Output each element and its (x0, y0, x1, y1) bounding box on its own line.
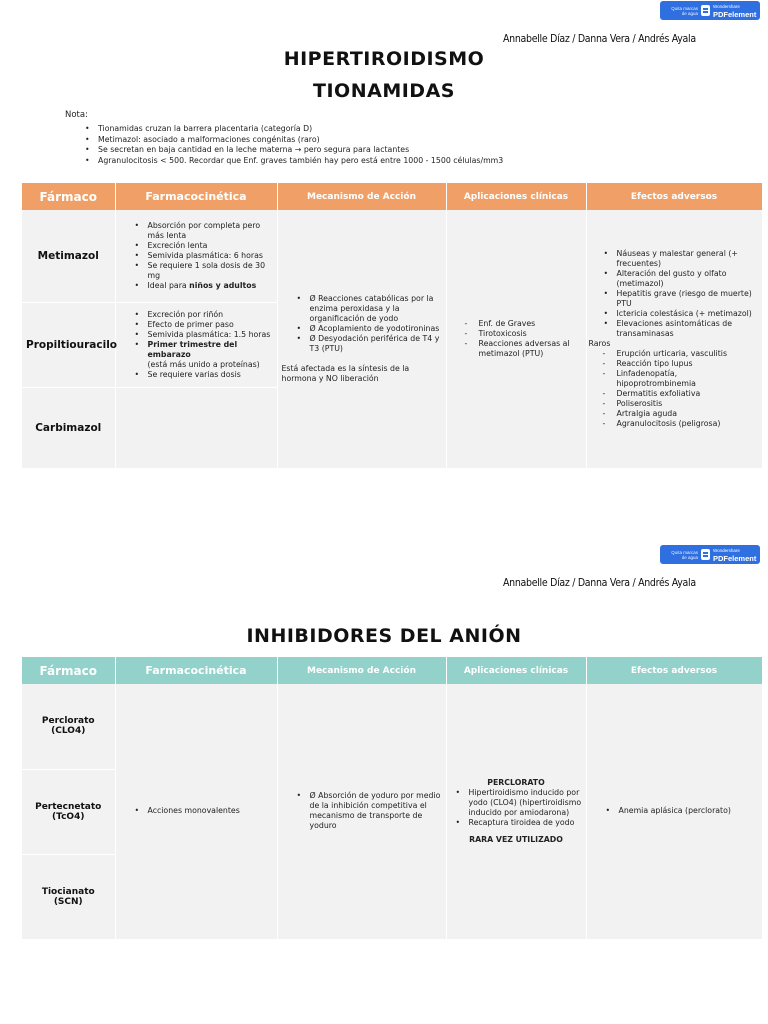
pk-item: • Efecto de primer paso (148, 320, 273, 330)
watermark-remove-text: Quita marcas de agua (671, 549, 698, 560)
pk-item: • Acciones monovalentes (148, 806, 273, 816)
authors-page2: Annabelle Díaz / Danna Vera / Andrés Ayala (503, 577, 696, 589)
note-item: • Se secretan en baja cantidad en la leche materna → pero segura para lactantes (98, 145, 503, 156)
adverse-item: • Náuseas y malestar general (+ frecuentes) (617, 249, 758, 269)
adverse-cell (586, 210, 762, 468)
mechanism-item: • Ø Acoplamiento de yodotironinas (310, 324, 442, 334)
pk-item: • Primer trimestre del embarazo (está más unido a proteínas) (148, 340, 273, 370)
pk-item: • Se requiere varias dosis (148, 370, 273, 380)
watermark-brand: PDFelement (713, 553, 757, 563)
clinical-item: • Recaptura tiroidea de yodo (469, 818, 582, 828)
authors: Annabelle Díaz / Danna Vera / Andrés Ayala (503, 33, 696, 45)
drug-propiltiouracilo: Propiltiouracilo (22, 302, 115, 387)
pdfelement-watermark-badge-2[interactable] (660, 545, 760, 564)
watermark-remove-text: Quita marcas de agua (671, 5, 698, 16)
watermark-brand: PDFelement (713, 9, 757, 19)
pk-item: • Excreción lenta (148, 241, 273, 251)
page-title: HIPERTIROIDISMO (283, 48, 485, 70)
mechanism-cell (277, 684, 446, 939)
adverse-cell (586, 684, 762, 939)
page-subtitle: TIONAMIDAS (313, 80, 455, 102)
mechanism-item: • Ø Reacciones catabólicas por la enzima peroxidasa y la organificación de yodo (310, 294, 442, 324)
watermark-vendor: Wondershare (713, 3, 740, 9)
drug-perclorato: Perclorato (CLO4) (22, 684, 115, 769)
mechanism-cell (277, 210, 446, 468)
mechanism-item: • Ø Desyodación periférica de T4 y T3 (PTU) (310, 334, 442, 354)
header-aplicaciones: Aplicaciones clínicas (446, 183, 586, 210)
note-label: Nota: (65, 110, 88, 120)
watermark-vendor: Wondershare (713, 547, 740, 553)
rare-item: - Linfadenopatía, hipoprotrombinemia (617, 369, 758, 389)
pk-item: • Semivida plasmática: 6 horas (148, 251, 273, 261)
clinical-item: - Enf. de Graves (479, 319, 582, 329)
pk-carbimazol (115, 387, 277, 468)
drug-metimazol: Metimazol (22, 210, 115, 302)
clinical-item: • Hipertiroidismo inducido por yodo (CLO4) (hipertiroidismo inducido por amiodarona) (469, 788, 582, 818)
pk-cell (115, 684, 277, 939)
pk-item: • Se requiere 1 sola dosis de 30 mg (148, 261, 273, 281)
clinical-note: RARA VEZ UTILIZADO (469, 834, 563, 844)
pk-item: • Semivida plasmática: 1.5 horas (148, 330, 273, 340)
header-efectos: Efectos adversos (586, 657, 762, 684)
drug-carbimazol: Carbimazol (22, 387, 115, 468)
header-efectos: Efectos adversos (586, 183, 762, 210)
pdfelement-logo-icon (701, 5, 710, 16)
pk-ptu (115, 302, 277, 387)
clinical-item: - Reacciones adversas al metimazol (PTU) (479, 339, 582, 359)
note-list (98, 124, 503, 166)
pk-item: • Ideal para niños y adultos (148, 281, 273, 291)
header-mecanismo: Mecanismo de Acción (277, 657, 446, 684)
adverse-item: • Anemia aplásica (perclorato) (619, 806, 758, 816)
rare-item: - Reacción tipo lupus (617, 359, 758, 369)
header-farmacocinetica: Farmacocinética (115, 657, 277, 684)
pk-metimazol (115, 210, 277, 302)
drug-tiocianato: Tiocianato (SCN) (22, 854, 115, 939)
header-mecanismo: Mecanismo de Acción (277, 183, 446, 210)
rare-item: - Erupción urticaria, vasculitis (617, 349, 758, 359)
clinical-cell (446, 210, 586, 468)
clinical-cell (446, 684, 586, 939)
tionamidas-table (22, 183, 763, 469)
adverse-item: • Elevaciones asintomáticas de transaminasas (617, 319, 758, 339)
drug-pertecnetato: Pertecnetato (TcO4) (22, 769, 115, 854)
header-farmacocinetica: Farmacocinética (115, 183, 277, 210)
adverse-item: • Ictericia colestásica (+ metimazol) (617, 309, 758, 319)
rare-item: - Agranulocitosis (peligrosa) (617, 419, 758, 429)
pk-item: • Absorción por completa pero más lenta (148, 221, 273, 241)
rare-item: - Artralgia aguda (617, 409, 758, 419)
page2-title: INHIBIDORES DEL ANIÓN (246, 625, 522, 647)
mechanism-item: • Ø Absorción de yoduro por medio de la inhibición competitiva el mecanismo de transporte de yoduro (310, 791, 442, 831)
note-item: • Agranulocitosis < 500. Recordar que Enf. graves también hay pero está entre 1000 - 1500 células/mm3 (98, 156, 503, 167)
clinical-title: PERCLORATO (487, 777, 545, 787)
header-aplicaciones: Aplicaciones clínicas (446, 657, 586, 684)
adverse-item: • Hepatitis grave (riesgo de muerte) PTU (617, 289, 758, 309)
inhibidores-table (22, 657, 763, 940)
rare-item: - Dermatitis exfoliativa (617, 389, 758, 399)
header-farmaco: Fármaco (22, 657, 115, 684)
rare-label: Raros (588, 338, 611, 348)
adverse-item: • Alteración del gusto y olfato (metimazol) (617, 269, 758, 289)
clinical-item: - Tirotoxicosis (479, 329, 582, 339)
note-item: • Metimazol: asociado a malformaciones congénitas (raro) (98, 135, 503, 146)
pdfelement-watermark-badge[interactable] (660, 1, 760, 20)
mechanism-note: Está afectada es la síntesis de la hormona y NO liberación (281, 363, 410, 383)
pk-item: • Excreción por riñón (148, 310, 273, 320)
rare-item: - Poliserositis (617, 399, 758, 409)
pdfelement-logo-icon (701, 549, 710, 560)
note-item: • Tionamidas cruzan la barrera placentaria (categoría D) (98, 124, 503, 135)
header-farmaco: Fármaco (22, 183, 115, 210)
